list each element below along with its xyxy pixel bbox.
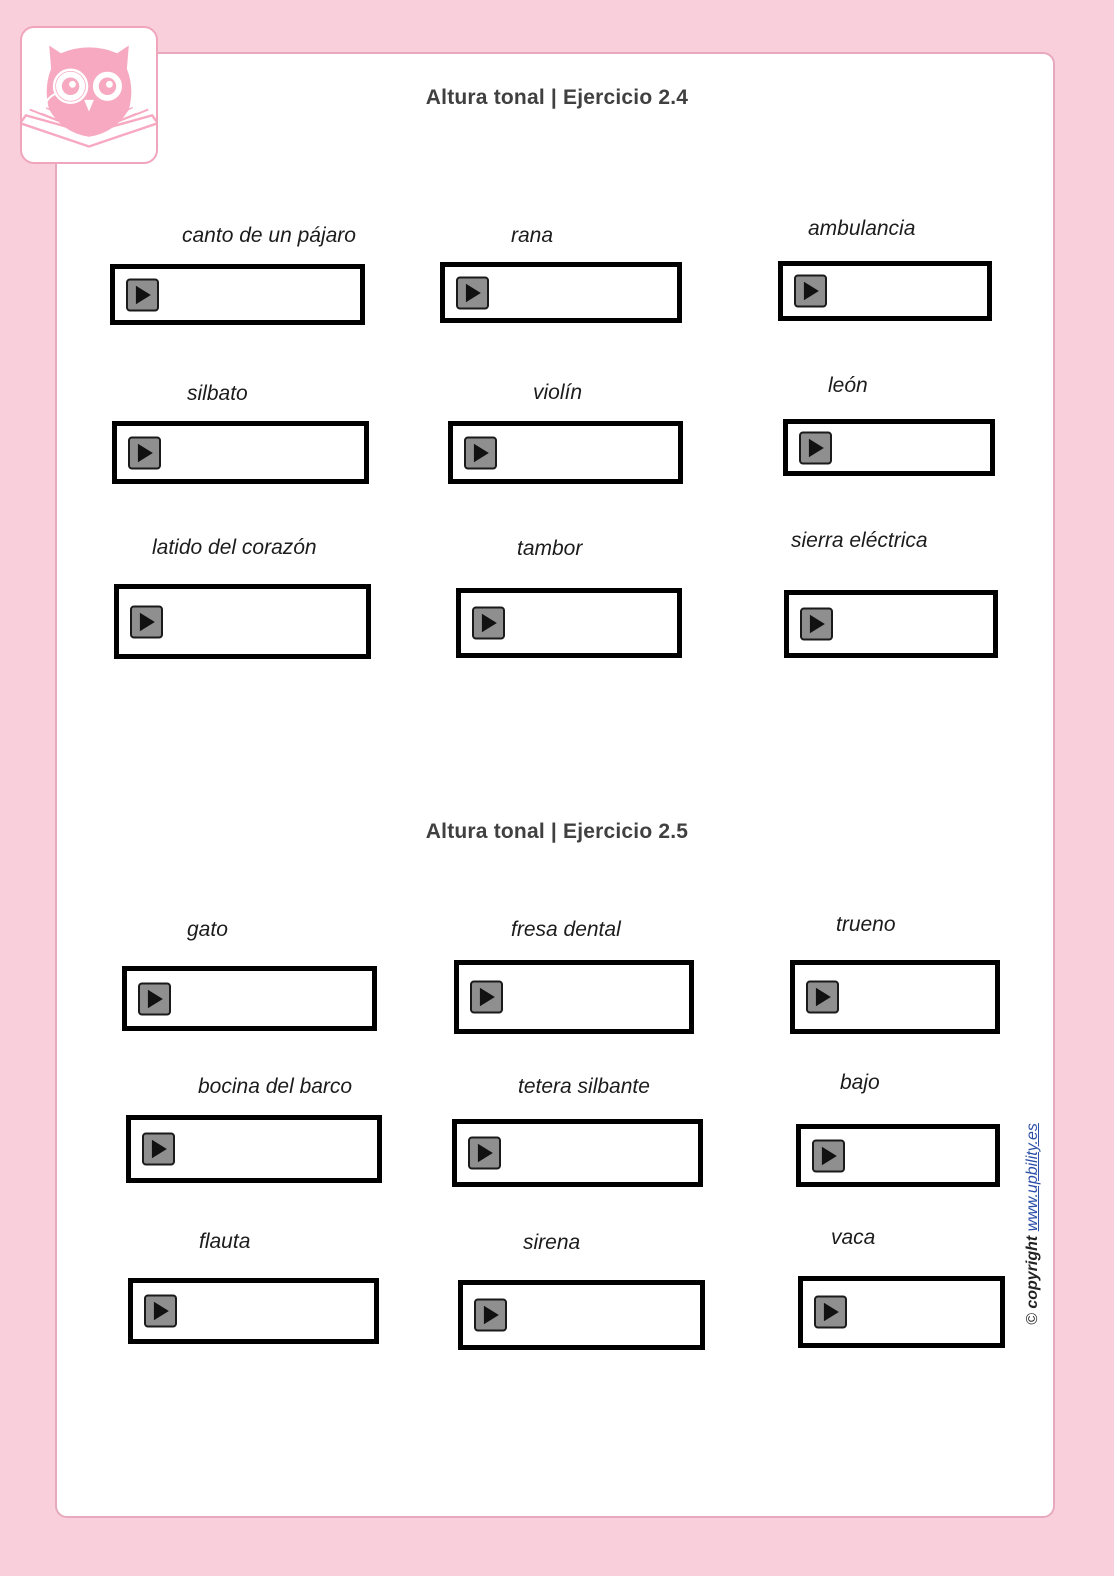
play-icon[interactable] bbox=[472, 607, 505, 640]
audio-player-ship-horn[interactable] bbox=[126, 1115, 382, 1183]
website-link[interactable]: www.upbility.es bbox=[1024, 1123, 1041, 1232]
audio-player-flute[interactable] bbox=[128, 1278, 379, 1344]
copyright-word: copyright bbox=[1024, 1235, 1041, 1309]
sound-label-siren: sirena bbox=[523, 1231, 581, 1254]
copyright-notice bbox=[1024, 1123, 1042, 1325]
sound-label-violin: violín bbox=[533, 381, 583, 404]
sound-label-chainsaw: sierra eléctrica bbox=[791, 529, 928, 552]
audio-player-cow[interactable] bbox=[798, 1276, 1005, 1348]
audio-player-lion[interactable] bbox=[783, 419, 995, 476]
sound-label-whistle: silbato bbox=[187, 382, 248, 405]
audio-player-whistle[interactable] bbox=[112, 421, 369, 484]
play-icon[interactable] bbox=[464, 436, 497, 469]
play-icon[interactable] bbox=[126, 278, 159, 311]
exercise-2-4-title: Altura tonal | Ejercicio 2.4 bbox=[425, 86, 689, 109]
audio-player-ambulance[interactable] bbox=[778, 261, 992, 321]
owl-book-icon bbox=[22, 28, 156, 162]
audio-player-whistling-kettle[interactable] bbox=[452, 1119, 703, 1187]
play-icon[interactable] bbox=[142, 1133, 175, 1166]
audio-player-violin[interactable] bbox=[448, 421, 683, 484]
audio-player-chainsaw[interactable] bbox=[784, 590, 998, 658]
audio-player-thunder[interactable] bbox=[790, 960, 1000, 1034]
owl-logo bbox=[20, 26, 158, 164]
sound-label-ambulance: ambulancia bbox=[808, 217, 916, 240]
play-icon[interactable] bbox=[474, 1299, 507, 1332]
sound-label-frog: rana bbox=[511, 224, 554, 247]
sound-label-flute: flauta bbox=[199, 1230, 251, 1253]
audio-player-heartbeat[interactable] bbox=[114, 584, 371, 659]
play-icon[interactable] bbox=[800, 608, 833, 641]
play-icon[interactable] bbox=[814, 1296, 847, 1329]
play-icon[interactable] bbox=[456, 276, 489, 309]
sound-label-lion: león bbox=[828, 374, 868, 397]
sound-label-cat: gato bbox=[187, 918, 228, 941]
sound-label-cow: vaca bbox=[831, 1226, 876, 1249]
copyright-symbol: © bbox=[1024, 1313, 1041, 1325]
audio-player-dental-drill[interactable] bbox=[454, 960, 694, 1034]
sound-label-bird-song: canto de un pájaro bbox=[182, 224, 356, 247]
sound-label-whistling-kettle: tetera silbante bbox=[518, 1075, 650, 1098]
audio-player-bass[interactable] bbox=[796, 1124, 1000, 1187]
play-icon[interactable] bbox=[468, 1137, 501, 1170]
play-icon[interactable] bbox=[138, 982, 171, 1015]
audio-player-frog[interactable] bbox=[440, 262, 682, 323]
sound-label-drum: tambor bbox=[517, 537, 583, 560]
sound-label-bass: bajo bbox=[840, 1071, 880, 1094]
play-icon[interactable] bbox=[806, 981, 839, 1014]
play-icon[interactable] bbox=[144, 1295, 177, 1328]
sound-label-ship-horn: bocina del barco bbox=[198, 1075, 353, 1098]
audio-player-siren[interactable] bbox=[458, 1280, 705, 1350]
exercise-2-5-title: Altura tonal | Ejercicio 2.5 bbox=[425, 820, 689, 843]
sound-label-dental-drill: fresa dental bbox=[511, 918, 621, 941]
audio-player-drum[interactable] bbox=[456, 588, 682, 658]
audio-player-bird-song[interactable] bbox=[110, 264, 365, 325]
play-icon[interactable] bbox=[130, 605, 163, 638]
play-icon[interactable] bbox=[470, 981, 503, 1014]
sound-label-heartbeat: latido del corazón bbox=[152, 536, 317, 559]
audio-player-cat[interactable] bbox=[122, 966, 377, 1031]
play-icon[interactable] bbox=[794, 275, 827, 308]
play-icon[interactable] bbox=[812, 1139, 845, 1172]
play-icon[interactable] bbox=[128, 436, 161, 469]
sound-label-thunder: trueno bbox=[836, 913, 896, 936]
play-icon[interactable] bbox=[799, 431, 832, 464]
